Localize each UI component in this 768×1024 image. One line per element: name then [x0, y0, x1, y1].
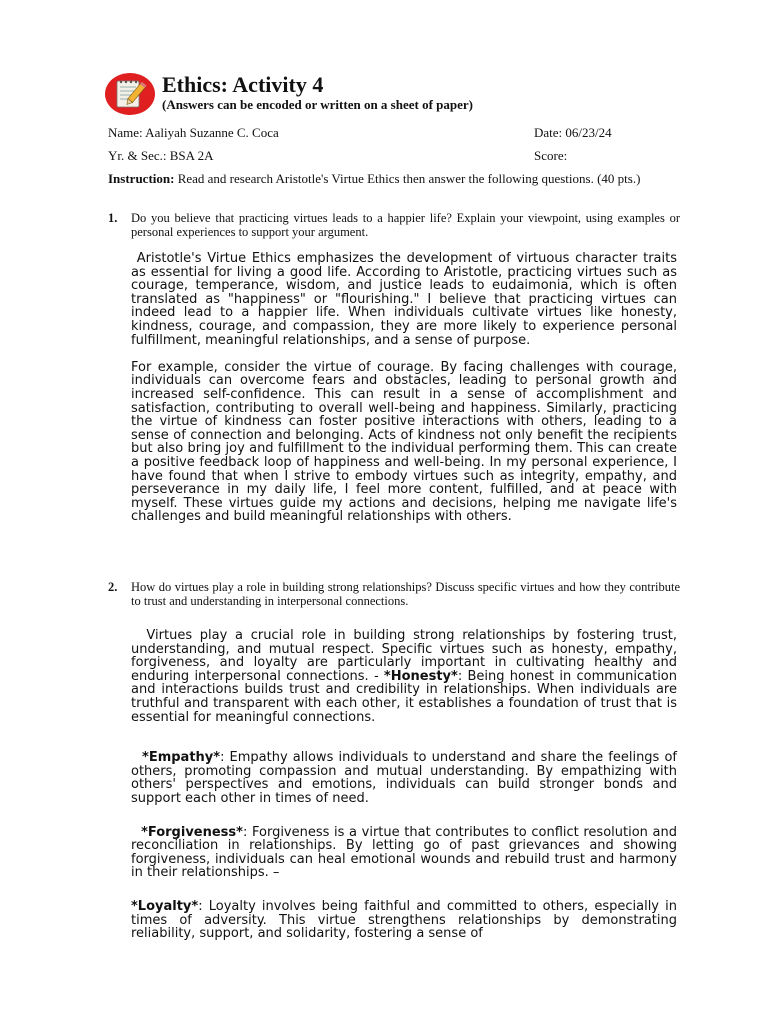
question-text: Do you believe that practicing virtues leads to a happier life? Explain your viewpoint, using examples or personal experiences to support your argument.	[131, 211, 680, 239]
question-text: How do virtues play a role in building strong relationships? Discuss specific virtues and how they contribute to trust and understanding in interpersonal connections.	[131, 580, 680, 608]
student-name: Name: Aaliyah Suzanne C. Coca	[108, 125, 279, 140]
page-subtitle: (Answers can be encoded or written on a sheet of paper)	[162, 97, 474, 112]
notepad-pencil-icon	[104, 72, 156, 116]
question-2	[108, 580, 680, 608]
name-date-row	[108, 125, 678, 141]
answer-2-intro-text: Virtues play a crucial role in building strong relationships by fostering trust, understanding, and mutual respect. Specific virtues such as honesty, empathy, forgiveness, and loyalty are particularly important in cultivating healthy and enduring interpersonal connections. -	[131, 628, 682, 684]
instruction-label: Instruction:	[108, 171, 175, 186]
section-score-row	[108, 148, 678, 164]
loyalty-label: *Loyalty*	[131, 898, 199, 914]
answer-1-paragraph-1: Aristotle's Virtue Ethics emphasizes the development of virtuous character traits as essential for living a good life. According to Aristotle, practicing virtues such as courage, temperance, wisdom, and justice leads to eudaimonia, which is often translated as "happiness" or "flourishing." I believe that practicing virtues can indeed lead to a happier life. When individuals cultivate virtues like honesty, kindness, courage, and compassion, they are more likely to experience personal fulfillment, meaningful relationships, and a sense of purpose.	[131, 251, 682, 348]
honesty-label: *Honesty*	[383, 668, 458, 684]
question-number: 2.	[108, 580, 118, 594]
loyalty-paragraph	[131, 900, 677, 941]
year-section: Yr. & Sec.: BSA 2A	[108, 148, 214, 163]
question-number: 1.	[108, 211, 118, 225]
answer-2	[131, 628, 682, 942]
forgiveness-label: *Forgiveness*	[131, 824, 243, 840]
answer-2-intro	[131, 628, 682, 725]
empathy-text: : Empathy allows individuals to understand and share the feelings of others, promoting compassion and mutual understanding. By empathizing with others' perspectives and emotions, individuals can build stronger bonds and support each other in times of need.	[131, 750, 682, 806]
loyalty-text: : Loyalty involves being faithful and committed to others, especially in times of adversity. This virtue strengthens relationships by demonstrating reliability, support, and solidarity, fostering a sense of	[131, 898, 677, 942]
empathy-paragraph	[131, 750, 682, 806]
forgiveness-paragraph	[131, 824, 682, 881]
page-title: Ethics: Activity 4	[162, 72, 324, 97]
document-header	[104, 70, 704, 118]
score-field: Score:	[534, 148, 568, 163]
date-field: Date: 06/23/24	[534, 125, 612, 140]
honesty-text: : Being honest in communication and interactions builds trust and credibility in relationships. When individuals are truthful and transparent with each other, it establishes a foundation of trust that is essential for meaningful connections.	[131, 668, 682, 725]
answer-1-paragraph-2: For example, consider the virtue of courage. By facing challenges with courage, individuals can overcome fears and obstacles, leading to personal growth and increased self-confidence. This can result in a sense of accomplishment and satisfaction, contributing to overall well-being and happiness. Similarly, practicing the virtue of kindness can foster positive interactions with others, leading to a sense of connection and belonging. Acts of kindness not only benefit the recipients but also bring joy and fulfillment to the individual performing them. This can create a positive feedback loop of happiness and well-being. In my personal experience, I have found that when I strive to embody virtues such as integrity, empathy, and perseverance in my daily life, I feel more content, fulfilled, and at peace with myself. These virtues guide my actions and decisions, helping me navigate life's challenges and build meaningful relationships with others.	[131, 359, 677, 525]
question-1	[108, 211, 680, 239]
instruction-body: Read and research Aristotle's Virtue Ethics then answer the following questions. (40 pts.)	[174, 171, 641, 186]
instruction-text	[108, 171, 680, 187]
answer-1	[131, 251, 682, 525]
empathy-label: *Empathy*	[131, 750, 221, 766]
forgiveness-text: : Forgiveness is a virtue that contributes to conflict resolution and reconciliation in relationships. By letting go of past grievances and showing forgiveness, individuals can heal emotional wounds and rebuild trust and harmony in their relationships. –	[131, 824, 682, 881]
